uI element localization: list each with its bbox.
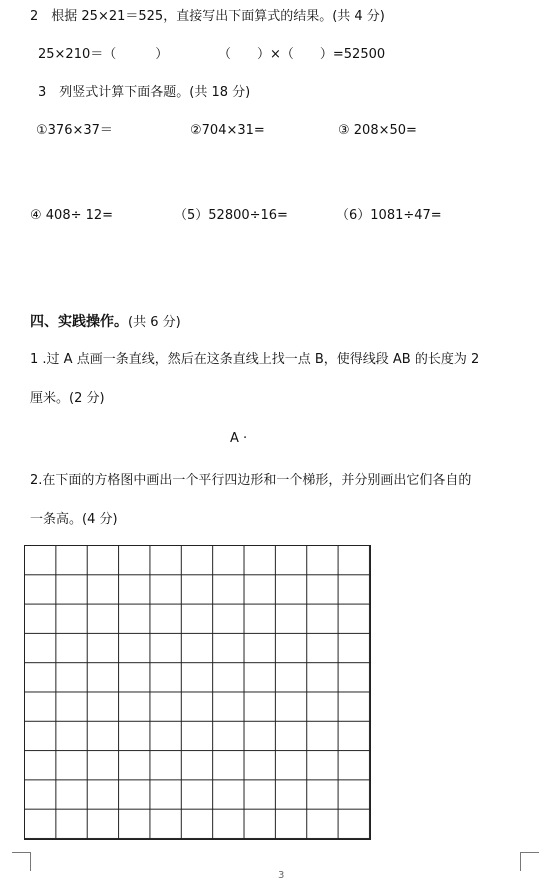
section-4-heading bbox=[30, 313, 181, 332]
drawing-grid[interactable] bbox=[24, 545, 371, 840]
corner-mark-right bbox=[520, 852, 539, 871]
q4-1-line-2: 厘米。(2 分) bbox=[30, 391, 105, 406]
calc-item-3: ③ 208×50= bbox=[338, 123, 417, 138]
q4-2-line-2: 一条高。(4 分) bbox=[30, 512, 118, 527]
q3-title: 3 列竖式计算下面各题。(共 18 分) bbox=[38, 85, 251, 100]
section-4-heading-score: (共 6 分) bbox=[128, 315, 181, 330]
q2-expression-a: 25×210＝（ ） bbox=[38, 47, 169, 62]
calc-item-2: ②704×31= bbox=[190, 123, 265, 138]
q4-1-line-1: 1 .过 A 点画一条直线，然后在这条直线上找一点 B，使得线段 AB 的长度为 2 bbox=[30, 352, 480, 367]
q2-expression-b: （ ）×（ ）=52500 bbox=[218, 47, 386, 62]
calc-item-5: （5）52800÷16= bbox=[174, 208, 288, 223]
q2-title: 2 根据 25×21＝525，直接写出下面算式的结果。(共 4 分) bbox=[30, 9, 385, 24]
calc-item-6: （6）1081÷47= bbox=[336, 208, 442, 223]
calc-item-1: ①376×37＝ bbox=[36, 123, 113, 138]
section-4-heading-text: 四、实践操作。 bbox=[30, 314, 128, 330]
q4-2-line-1: 2.在下面的方格图中画出一个平行四边形和一个梯形，并分别画出它们各自的 bbox=[30, 473, 472, 488]
calc-item-4: ④ 408÷ 12= bbox=[30, 208, 114, 223]
corner-mark-left bbox=[12, 852, 31, 871]
page-number: 3 bbox=[278, 870, 285, 881]
point-a-label: A · bbox=[230, 431, 248, 446]
